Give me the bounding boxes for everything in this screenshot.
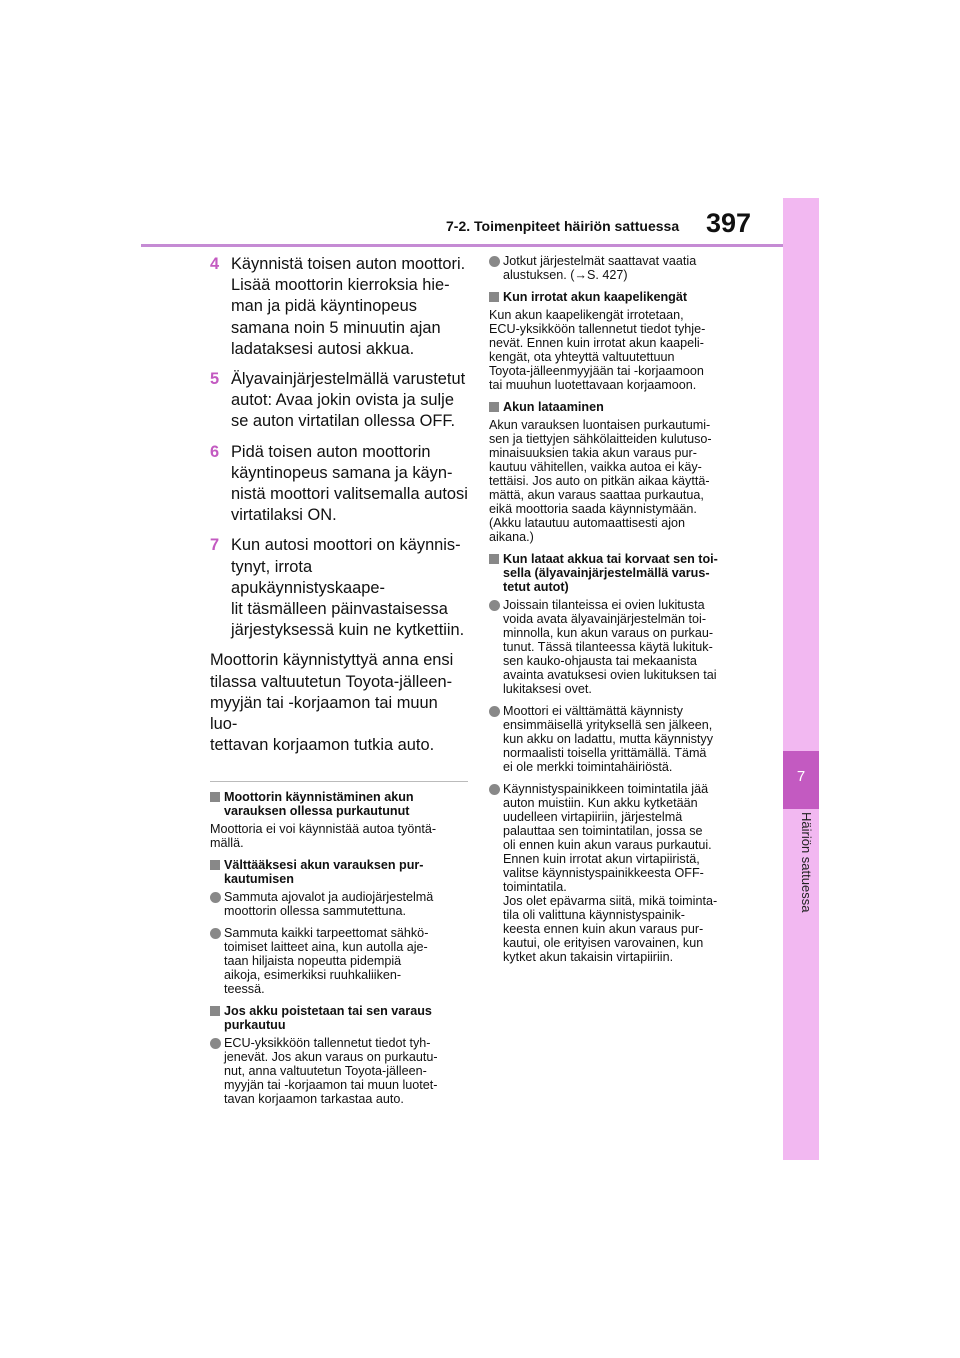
list-item	[489, 782, 757, 964]
list-item	[210, 926, 468, 996]
list-item-text: Joissain tilanteissa ei ovien lukitusta voida avata älyavainjärjestelmän toi- minnolla, kun akun varaus on purkau- tunut. Tässä tilanteessa käytä lukituk- sen kauko-ohjausta tai mekaanista avainta avatuksesi ovien lukituksen tai lukitaksesi ovet.	[503, 598, 717, 696]
step-4	[210, 254, 468, 360]
square-bullet-icon	[489, 402, 499, 412]
step-number: 5	[210, 370, 220, 389]
chapter-sidebar	[783, 198, 819, 1160]
list-item-text: Moottori ei välttämättä käynnisty ensimmäisellä yrityksellä sen jälkeen, kun akku on ladattu, mutta käynnistyy normaalisti toisella yrittämällä. Tämä ei ole merkki toimintahäiriöstä.	[503, 704, 714, 774]
step-number: 6	[210, 442, 220, 461]
list-item-text: Sammuta kaikki tarpeettomat sähkö- toimiset laitteet aina, kun autolla aje- taan hiljaista nopeutta pidempiä aikoja, esimerkiksi ruuhkaliiken- teessä.	[224, 926, 429, 997]
list-item	[489, 254, 757, 282]
list-item-text: ECU-yksikköön tallennetut tiedot tyh- jenevät. Jos akun varaus on purkautu- nut, anna valtuutetun Toyota-jälleen- myyjän tai -korjaamon tai muun luotet- tavan korjaamon tarkastaa auto.	[224, 1036, 438, 1107]
section-heading	[210, 1004, 468, 1032]
section-heading	[210, 790, 468, 818]
square-bullet-icon	[489, 292, 499, 302]
step-5	[210, 369, 468, 433]
circle-bullet-icon	[489, 256, 500, 267]
page-number: 397	[706, 208, 752, 238]
chapter-number: 7	[796, 768, 806, 785]
square-bullet-icon	[210, 792, 220, 802]
heading-text: Jos akku poistetaan tai sen varaus purkautuu	[224, 1004, 432, 1033]
list-item	[489, 598, 757, 696]
step-7	[210, 535, 468, 641]
circle-bullet-icon	[210, 892, 221, 903]
step-text: Kun autosi moottori on käynnis- tynyt, irrota apukäynnistyskaape- lit täsmälleen päinvastaisessa järjestyksessä kuin ne kytkettiin.	[231, 536, 465, 640]
list-item	[489, 704, 757, 774]
list-item-text: Käynnistyspainikkeen toimintatila jää auton muistiin. Kun akku kytketään uudelleen virtapiiriin, järjestelmä palauttaa sen toimintatilan, jossa se oli ennen kuin akun varaus purkautui. Ennen kuin irrotat akun virtapiiristä, valitse käynnistyspainikkeesta OFF- toimintatila. Jos olet epävarma siitä, mikä toiminta- tila oli valittuna käynnistyspainik- keesta ennen kuin akun varaus pur- kautui, ole erityisen varovainen, kun kytket akun takaisin virtapiiriin.	[503, 782, 718, 964]
square-bullet-icon	[210, 860, 220, 870]
heading-text: Moottorin käynnistäminen akun varauksen ollessa purkautunut	[224, 790, 414, 819]
header-rule	[141, 244, 783, 247]
left-column	[210, 254, 468, 1114]
heading-text: Akun lataaminen	[503, 400, 604, 414]
square-bullet-icon	[489, 554, 499, 564]
list-item	[210, 890, 468, 918]
section-title: 7-2. Toimenpiteet häiriön sattuessa	[446, 218, 680, 234]
section-heading	[489, 552, 757, 594]
circle-bullet-icon	[210, 928, 221, 939]
list-item-text: Sammuta ajovalot ja audiojärjestelmä moottorin ollessa sammutettuna.	[224, 890, 434, 919]
section-heading	[489, 400, 757, 414]
list-item-text: Jotkut järjestelmät saattavat vaatia alustuksen. (→S. 427)	[503, 254, 697, 282]
heading-text: Kun lataat akkua tai korvaat sen toi- sella (älyavainjärjestelmällä varus- tetut autot)	[503, 552, 718, 594]
section-divider	[210, 781, 468, 782]
body-text: Akun varauksen luontaisen purkautumi- sen ja tiettyjen sähkölaitteiden kulutuso- minaisuuksien takia akun varaus pur- kautuu vähitellen, vaikka autoa ei käy- tettäisi. Jos auto on pitkän aikaa käyttä- mättä, akun varaus saattaa purkautua, eikä moottoria saada käynnistymään. (Akku latautuu automaattisesti ajon aikana.)	[489, 418, 712, 544]
step-text: Käynnistä toisen auton moottori. Lisää moottorin kierroksia hie- man ja pidä käyntinopeus samana noin 5 minuutin ajan ladataksesi autosi akkua.	[231, 255, 466, 358]
step-text: Pidä toisen auton moottorin käyntinopeus samana ja käyn- nistä moottori valitsemalla autosi virtatilaksi ON.	[231, 442, 468, 525]
right-column	[489, 254, 757, 972]
circle-bullet-icon	[489, 600, 500, 611]
circle-bullet-icon	[489, 784, 500, 795]
section-heading	[210, 858, 468, 886]
square-bullet-icon	[210, 1006, 220, 1016]
step-text: Älyavainjärjestelmällä varustetut autot: Avaa jokin ovista ja sulje se auton virtatilan ollessa OFF.	[231, 370, 466, 431]
step-number: 4	[210, 255, 220, 273]
chapter-title: Häiriön sattuessa	[799, 812, 814, 913]
step-6	[210, 442, 468, 527]
heading-text: Välttääksesi akun varauksen pur- kautumisen	[224, 858, 424, 887]
after-steps-paragraph: Moottorin käynnistyttyä anna ensi tilassa valtuutetun Toyota-jälleen- myyjän tai -korjaamon tai muun luo- tettavan korjaamon tutkia auto.	[210, 651, 454, 755]
body-text: Moottoria ei voi käynnistää autoa työntä- mällä.	[210, 822, 437, 851]
heading-text: Kun irrotat akun kaapelikengät	[503, 290, 688, 304]
body-text: Kun akun kaapelikengät irrotetaan, ECU-yksikköön tallennetut tiedot tyhje- nevät. Ennen kuin irrotat akun kaapeli- kengät, ota yhteyttä valtuutettuun Toyota-jälleenmyyjään tai -korjaamoon tai muuhun luotettavaan korjaamoon.	[489, 308, 706, 392]
list-item	[210, 1036, 468, 1106]
circle-bullet-icon	[210, 1038, 221, 1049]
section-heading	[489, 290, 757, 304]
step-number: 7	[210, 536, 220, 555]
circle-bullet-icon	[489, 706, 500, 717]
